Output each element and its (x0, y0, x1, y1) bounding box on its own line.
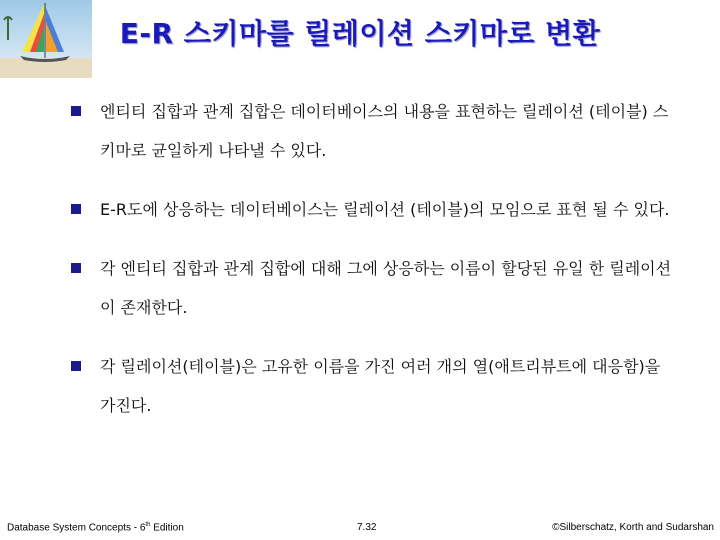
bullet-item (70, 347, 680, 425)
bullet-item (70, 92, 680, 170)
slide-footer (0, 518, 720, 540)
square-bullet-icon (71, 204, 81, 214)
bullet-item (70, 190, 680, 229)
footer-page-number: 7.32 (357, 522, 377, 533)
square-bullet-icon (71, 263, 81, 273)
footer-edition-sup: th (145, 522, 151, 528)
footer-book-suffix: Edition (150, 522, 184, 534)
footer-copyright: ©Silberschatz, Korth and Sudarshan (552, 522, 714, 533)
bullet-text: 엔티티 집합과 관계 집합은 데이터베이스의 내용을 표현하는 릴레이션 (테이블) 스키마로 균일하게 나타낼 수 있다. (100, 102, 669, 160)
bullet-text: E-R도에 상응하는 데이터베이스는 릴레이션 (테이블)의 모임으로 표현 될 수 있다. (100, 200, 670, 219)
slide-title: E-R 스키마를 릴레이션 스키마로 변환 (119, 17, 601, 50)
bullet-text: 각 엔티티 집합과 관계 집합에 대해 그에 상응하는 이름이 할당된 유일 한 릴레이션이 존재한다. (100, 259, 672, 317)
bullet-list (70, 92, 680, 445)
square-bullet-icon (71, 106, 81, 116)
footer-book-prefix: Database System Concepts - 6 (7, 522, 146, 534)
bullet-item (70, 249, 680, 327)
bullet-text: 각 릴레이션(테이블)은 고유한 이름을 가진 여러 개의 열(애트리뷰트에 대응함)을 가진다. (100, 357, 661, 415)
square-bullet-icon (71, 361, 81, 371)
footer-book-title (7, 522, 184, 533)
